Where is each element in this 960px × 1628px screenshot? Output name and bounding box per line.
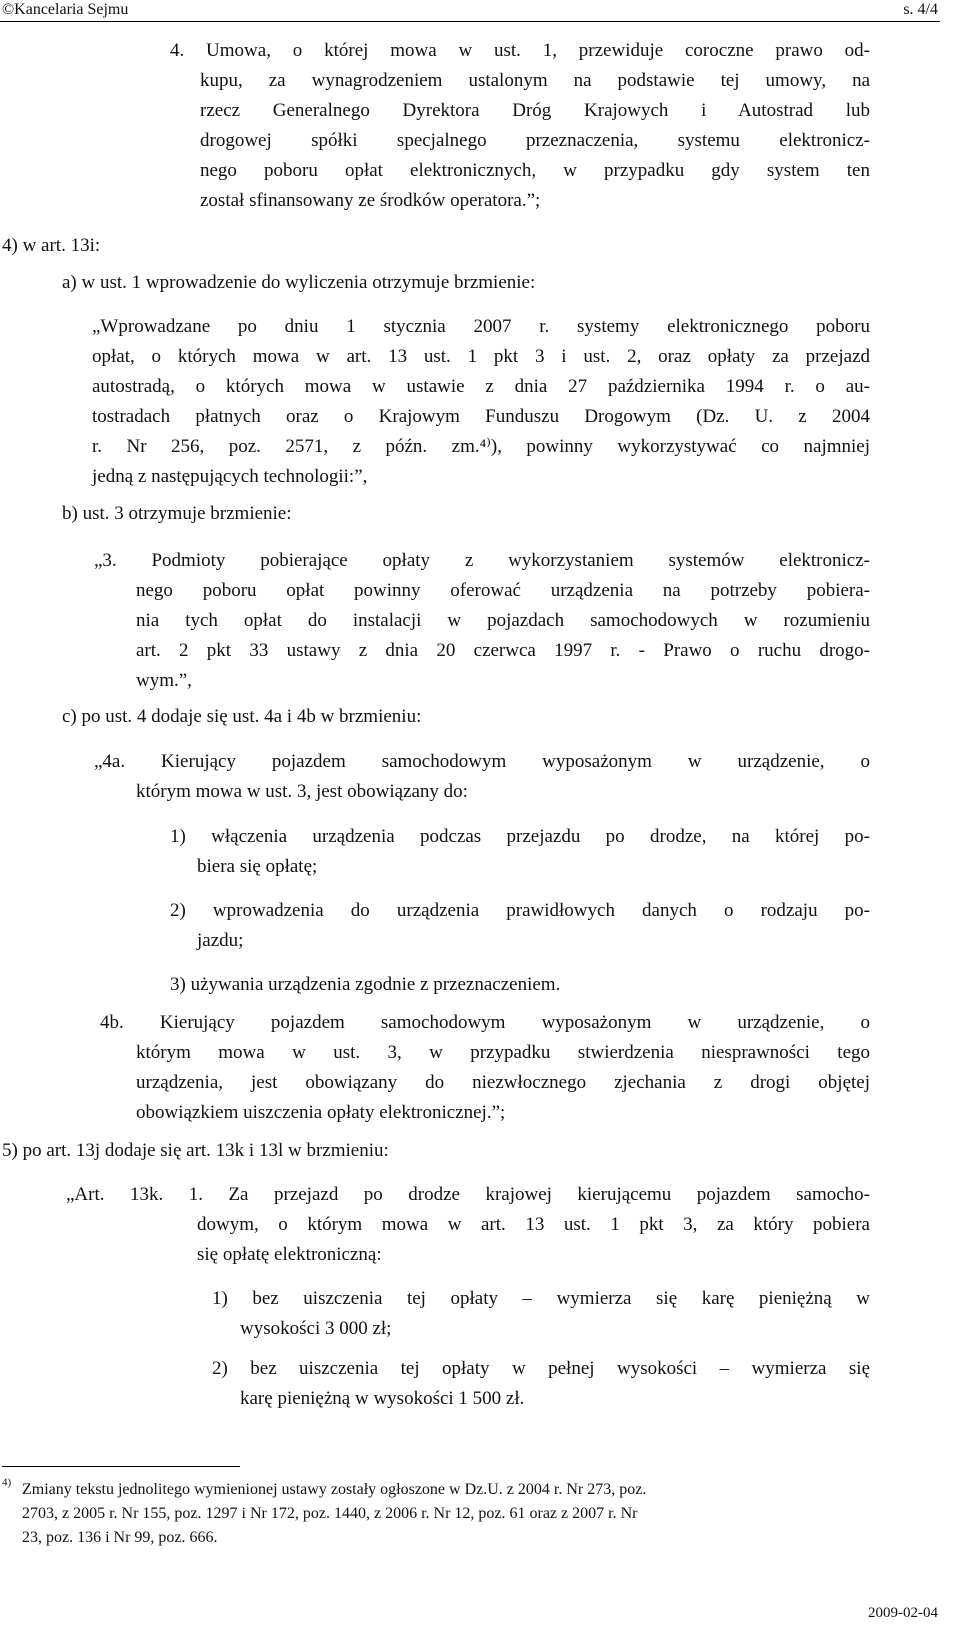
text-line [170, 974, 560, 996]
text-line-content: obowiązkiem uiszczenia opłaty elektronicznej.”; [136, 1102, 506, 1123]
text-line-content: nego poboru opłat powinny oferować urządzenia na potrzeby pobiera- [136, 580, 870, 601]
text-line [136, 1102, 505, 1124]
text-line [94, 550, 870, 572]
text-line-content: 2) wprowadzenia do urządzenia prawidłowych danych o rodzaju po- [170, 900, 870, 921]
text-line [136, 610, 870, 632]
text-line [136, 781, 468, 803]
text-line-content: a) w ust. 1 wprowadzenie do wyliczenia otrzymuje brzmienie: [62, 272, 536, 293]
header-divider [0, 21, 940, 22]
footnote-line: Zmiany tekstu jednolitego wymienionej ustawy zostały ogłoszone w Dz.U. z 2004 r. Nr 273, poz. [22, 1481, 647, 1498]
text-line-content: którym mowa w ust. 3, w przypadku stwierdzenia niesprawności tego [136, 1042, 870, 1063]
text-line-content: 4b. Kierujący pojazdem samochodowym wyposażonym w urządzenie, o [100, 1012, 870, 1033]
text-line-content: kupu, za wynagrodzeniem ustalonym na podstawie tej umowy, na [200, 70, 870, 91]
text-line [197, 856, 317, 878]
text-line-content: tostradach płatnych oraz o Krajowym Funduszu Drogowym (Dz. U. z 2004 [92, 406, 870, 427]
text-line-content: 5) po art. 13j dodaje się art. 13k i 13l w brzmieniu: [2, 1140, 389, 1161]
text-line-content: c) po ust. 4 dodaje się ust. 4a i 4b w brzmieniu: [62, 706, 422, 727]
header-source: ©Kancelaria Sejmu [2, 1, 129, 18]
text-line-content: jazdu; [197, 930, 244, 951]
text-line-content: „Art. 13k. 1. Za przejazd po drodze krajowej kierującemu pojazdem samocho- [66, 1184, 870, 1205]
text-line [200, 130, 870, 152]
text-line-content: jedną z następujących technologii:”, [92, 466, 368, 487]
text-line-content: autostradą, o których mowa w ustawie z dnia 27 października 1994 r. o au- [92, 376, 870, 397]
text-line [170, 826, 870, 848]
footnote-line: 2703, z 2005 r. Nr 155, poz. 1297 i Nr 172, poz. 1440, z 2006 r. Nr 12, poz. 61 oraz z 2007 r. Nr [22, 1505, 638, 1522]
text-line-content: „Wprowadzane po dniu 1 stycznia 2007 r. systemy elektronicznego poboru [92, 316, 870, 337]
text-line-content: został sfinansowany ze środków operatora.”; [200, 190, 541, 211]
text-line [136, 670, 192, 692]
text-line-content: „3. Podmioty pobierające opłaty z wykorzystaniem systemów elektronicz- [94, 550, 870, 571]
text-line-content: r. Nr 256, poz. 2571, z późn. zm.⁴⁾), powinny wykorzystywać co najmniej [92, 436, 870, 457]
footnote-divider [2, 1466, 240, 1467]
text-line [100, 1012, 870, 1034]
text-line-content: wysokości 3 000 zł; [240, 1318, 392, 1339]
text-line [200, 190, 540, 212]
text-line [92, 466, 367, 488]
text-line-content: 1) bez uiszczenia tej opłaty – wymierza się karę pieniężną w [212, 1288, 870, 1309]
text-line-content: dowym, o którym mowa w art. 13 ust. 1 pkt 3, za który pobiera [197, 1214, 870, 1235]
text-line-content: b) ust. 3 otrzymuje brzmienie: [62, 503, 292, 524]
text-line-content: wym.”, [136, 670, 192, 691]
text-line-content: art. 2 pkt 33 ustawy z dnia 20 czerwca 1997 r. - Prawo o ruchu drogo- [136, 640, 870, 661]
text-line [92, 316, 870, 338]
text-line [136, 1042, 870, 1064]
text-line [240, 1318, 391, 1340]
text-line [2, 235, 100, 257]
text-line [212, 1288, 870, 1310]
text-line-content: 4) w art. 13i: [2, 235, 101, 256]
text-line [197, 1244, 382, 1266]
text-line [170, 40, 870, 62]
text-line [200, 70, 870, 92]
text-line [62, 272, 535, 294]
text-line [62, 706, 421, 728]
text-line [197, 1214, 870, 1236]
text-line [136, 580, 870, 602]
text-line-content: się opłatę elektroniczną: [197, 1244, 382, 1265]
text-line [240, 1388, 524, 1410]
text-line [170, 900, 870, 922]
text-line-content: 2) bez uiszczenia tej opłaty w pełnej wysokości – wymierza się [212, 1358, 870, 1379]
text-line-content: 4. Umowa, o której mowa w ust. 1, przewiduje coroczne prawo od- [170, 40, 870, 61]
text-line-content: biera się opłatę; [197, 856, 318, 877]
text-line-content: 3) używania urządzenia zgodnie z przeznaczeniem. [170, 974, 561, 995]
text-line [200, 160, 870, 182]
text-line [92, 376, 870, 398]
text-line-content: karę pieniężną w wysokości 1 500 zł. [240, 1388, 525, 1409]
text-line-content: nia tych opłat do instalacji w pojazdach samochodowych w rozumieniu [136, 610, 870, 631]
text-line [136, 640, 870, 662]
text-line-content: opłat, o których mowa w art. 13 ust. 1 pkt 3 i ust. 2, oraz opłaty za przejazd [92, 346, 870, 367]
text-line [200, 100, 870, 122]
text-line-content: „4a. Kierujący pojazdem samochodowym wyposażonym w urządzenie, o [94, 751, 870, 772]
text-line [136, 1072, 870, 1094]
text-line [92, 346, 870, 368]
text-line [94, 751, 870, 773]
text-line [62, 503, 292, 525]
footnote-line: 23, poz. 136 i Nr 99, poz. 666. [22, 1529, 218, 1546]
text-line-content: 1) włączenia urządzenia podczas przejazdu po drodze, na której po- [170, 826, 870, 847]
text-line-content: urządzenia, jest obowiązany do niezwłocznego zjechania z drogi objętej [136, 1072, 870, 1093]
text-line [212, 1358, 870, 1380]
text-line-content: którym mowa w ust. 3, jest obowiązany do: [136, 781, 468, 802]
document-date: 2009-02-04 [868, 1605, 938, 1621]
text-line [92, 436, 870, 458]
footnote-marker: 4) [2, 1476, 12, 1489]
text-line [92, 406, 870, 428]
text-line-content: drogowej spółki specjalnego przeznaczenia, systemu elektronicz- [200, 130, 870, 151]
header-page-number: s. 4/4 [903, 1, 938, 18]
text-line [2, 1140, 389, 1162]
text-line [66, 1184, 870, 1206]
text-line-content: nego poboru opłat elektronicznych, w przypadku gdy system ten [200, 160, 870, 181]
text-line [197, 930, 243, 952]
text-line-content: rzecz Generalnego Dyrektora Dróg Krajowych i Autostrad lub [200, 100, 870, 121]
